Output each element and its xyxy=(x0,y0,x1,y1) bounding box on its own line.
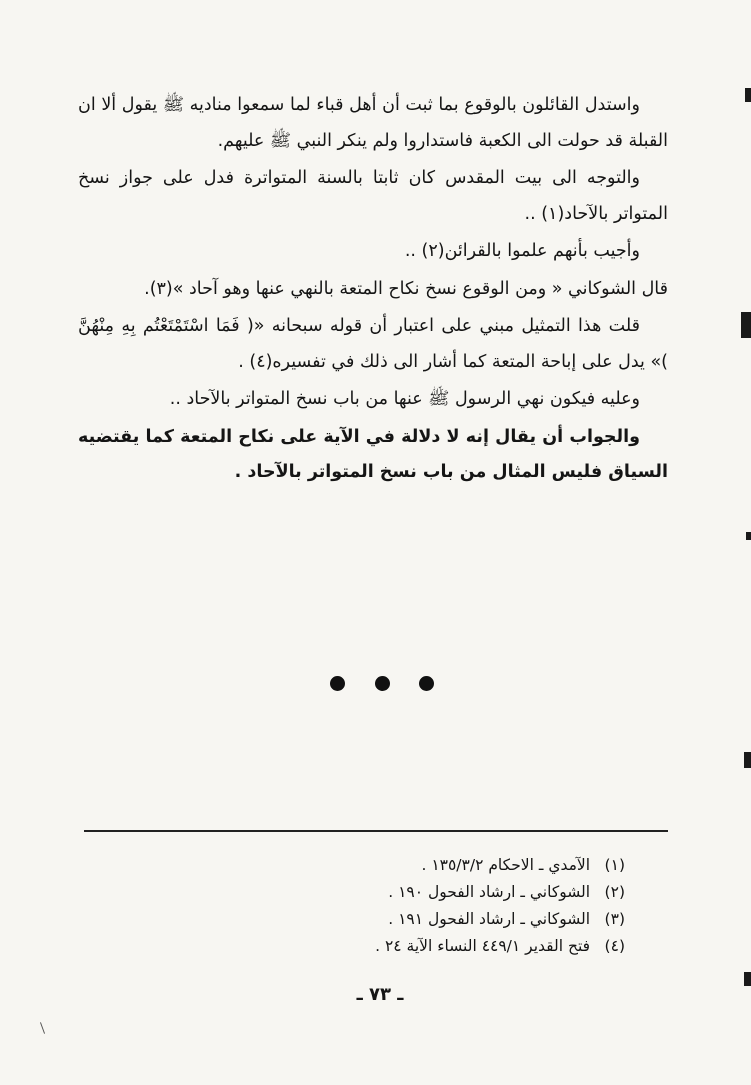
footnote-item xyxy=(375,852,625,879)
paragraph: والجواب أن يقال إنه لا دلالة في الآية على نكاح المتعة كما يقتضيه السياق فليس المثال من باب نسخ المتواتر بالآحاد . xyxy=(78,426,668,482)
footnote-number: (٢) xyxy=(604,883,625,901)
scan-edge-mark xyxy=(741,312,751,338)
footnote-text: الشوكاني ـ ارشاد الفحول ١٩١ . xyxy=(388,910,591,928)
footnote-text: فتح القدير ٤٤٩/١ النساء الآية ٢٤ . xyxy=(375,937,591,955)
separator-dot xyxy=(419,676,434,691)
footnote-text: الآمدي ـ الاحكام ١٣٥/٣/٢ . xyxy=(421,856,591,874)
scan-edge-mark xyxy=(746,532,751,540)
footnotes xyxy=(375,852,625,960)
footnote-item xyxy=(375,906,625,933)
footnote-number: (١) xyxy=(604,856,625,874)
paragraph: وعليه فيكون نهي الرسول ﷺ عنها من باب نسخ المتواتر بالآحاد .. xyxy=(169,389,640,409)
body-text xyxy=(78,88,668,491)
paragraph: والتوجه الى بيت المقدس كان ثابتا بالسنة المتواترة فدل على جواز نسخ المتواتر بالآحاد(١) .. xyxy=(78,168,668,224)
footnote-item xyxy=(375,879,625,906)
section-separator-dots xyxy=(330,676,434,692)
paragraph: قلت هذا التمثيل مبني على اعتبار أن قوله سبحانه «( فَمَا اسْتَمْتَعْتُم بِهِ مِنْهُنَّ )» يدل على إباحة المتعة كما أشار الى ذلك في تفسيره(٤) . xyxy=(78,316,668,372)
separator-dot xyxy=(330,676,345,691)
scan-edge-mark xyxy=(744,972,751,986)
footnote-text: الشوكاني ـ ارشاد الفحول ١٩٠ . xyxy=(388,883,591,901)
scan-speck xyxy=(40,1022,45,1034)
paragraph: واستدل القائلون بالوقوع بما ثبت أن أهل قباء لما سمعوا مناديه ﷺ يقول ألا ان القبلة قد حولت الى الكعبة فاستداروا ولم ينكر النبي ﷺ عليهم. xyxy=(78,95,668,151)
separator-dot xyxy=(375,676,390,691)
footnote-item xyxy=(375,933,625,960)
footnote-number: (٣) xyxy=(604,910,625,928)
footnote-divider xyxy=(84,830,668,832)
paragraph: وأجيب بأنهم علموا بالقرائن(٢) .. xyxy=(404,241,640,261)
scan-edge-mark xyxy=(745,88,751,102)
scan-edge-mark xyxy=(744,752,751,768)
page-number: ـ ٧٣ ـ xyxy=(356,984,404,1005)
paragraph: قال الشوكاني « ومن الوقوع نسخ نكاح المتعة بالنهي عنها وهو آحاد »(٣). xyxy=(144,278,668,299)
footnote-number: (٤) xyxy=(604,937,625,955)
